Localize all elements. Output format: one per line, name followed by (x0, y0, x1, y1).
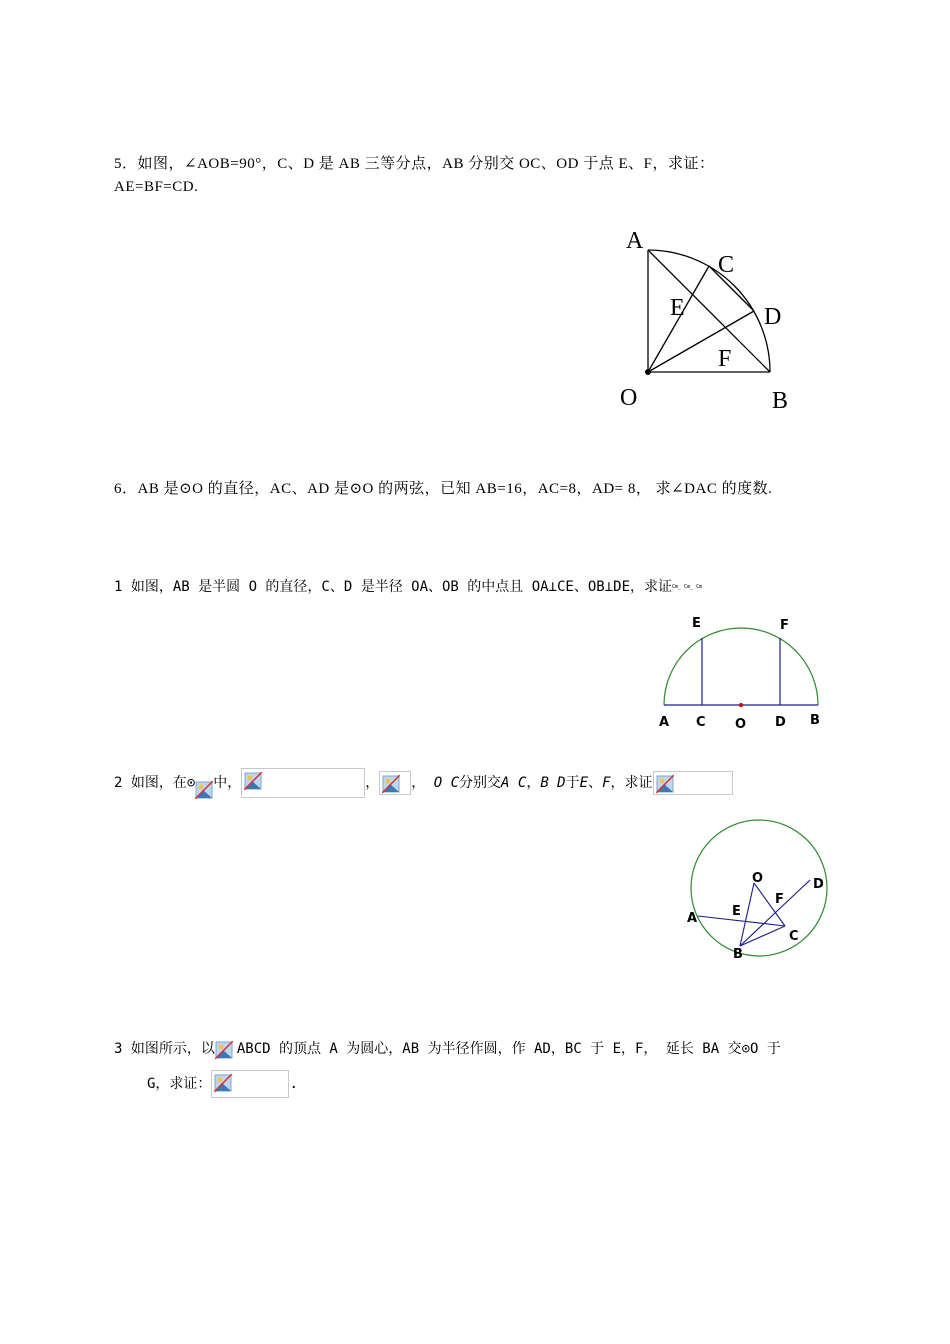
p1-text-line (114, 576, 702, 596)
q5-label-b: B (772, 388, 789, 414)
broken-image-icon (215, 1041, 233, 1059)
p2-label-c: C (789, 929, 799, 944)
p3-prefix: 3 如图所示，以 (114, 1041, 215, 1057)
q6-text: 6．AB 是⊙O 的直径，AC、AD 是⊙O 的两弦，已知 AB=16，AC=8，AD= 8， 求∠DAC 的度数. (114, 481, 773, 497)
q5-text-line2: AE=BF=CD. (114, 179, 199, 195)
p1-label-d: D (775, 715, 786, 730)
p2-image-circle-placeholder (195, 779, 213, 799)
p2-comma2: ， (411, 775, 426, 791)
p3-image-parallelogram-placeholder (215, 1038, 237, 1060)
p2-mid: 中， (213, 775, 242, 791)
p2-comma1: ， (365, 775, 380, 791)
p1-label-c: C (696, 715, 706, 730)
p2-image-placeholder-3 (653, 771, 733, 795)
p2-label-o: O (752, 871, 764, 886)
q5-label-e: E (670, 295, 685, 321)
p2-tail-j: ，求证 (610, 775, 653, 791)
p2-text-line (114, 768, 733, 804)
p2-tail-d: ， (526, 775, 541, 791)
p2-tail-b: 分别交 (459, 775, 502, 791)
q5-text-line1: 5．如图，∠AOB=90°，C、D 是 AB 三等分点，AB 分别交 OC、OD 于点 E、F，求证： (114, 156, 715, 172)
broken-image-icon (214, 1074, 232, 1092)
broken-image-icon (195, 781, 213, 799)
q5-label-c: C (718, 252, 735, 278)
broken-image-icon (656, 775, 674, 793)
p1-label-o: O (735, 717, 747, 732)
p3-line2-suffix: . (289, 1076, 298, 1092)
p2-prefix: 2 如图，在⊙ (114, 775, 196, 791)
q5-label-f: F (718, 346, 732, 372)
p1-text: 1 如图，AB 是半圆 O 的直径，C、D 是半径 OA、OB 的中点且 OA⊥CE、OB⊥DE，求证 (114, 579, 673, 595)
p2-bd: B D (540, 775, 566, 791)
p2-label-a: A (687, 911, 698, 926)
p2-oc: O C (433, 775, 460, 791)
p1-tiny-formula: Cm̲ Cm̲ Cm (672, 584, 703, 590)
p2-image-placeholder-2 (379, 771, 411, 795)
broken-image-icon (382, 775, 400, 793)
q5-label-a: A (626, 228, 644, 254)
p3-middle: ABCD 的顶点 A 为圆心，AB 为半径作圆，作 AD，BC 于 E，F， 延长 BA 交⊙O 于 (236, 1041, 781, 1057)
p2-ac: A C (501, 775, 527, 791)
p2-label-f: F (775, 892, 784, 907)
p1-label-e: E (692, 616, 701, 631)
broken-image-icon (244, 772, 262, 790)
p3-image-placeholder (211, 1070, 289, 1098)
q5-figure (610, 222, 810, 422)
p1-label-a: A (659, 715, 670, 730)
p3-line2-prefix: G，求证： (147, 1076, 212, 1092)
p2-e: E (579, 775, 589, 791)
p1-label-b: B (810, 713, 820, 728)
p1-figure (652, 612, 832, 737)
p2-label-d: D (813, 877, 824, 892)
p2-tail-f: 于 (565, 775, 580, 791)
p2-f: F (602, 775, 611, 791)
p3-text-line1 (114, 1038, 781, 1060)
q5-label-o: O (620, 385, 638, 411)
p3-text-line2 (147, 1070, 298, 1098)
p2-label-e: E (732, 904, 741, 919)
p2-image-placeholder-1 (241, 768, 365, 798)
p2-figure (680, 820, 830, 965)
p2-label-b: B (733, 947, 743, 962)
p1-label-f: F (780, 618, 789, 633)
p2-tail-h: 、 (588, 775, 603, 791)
q5-label-d: D (764, 304, 782, 330)
